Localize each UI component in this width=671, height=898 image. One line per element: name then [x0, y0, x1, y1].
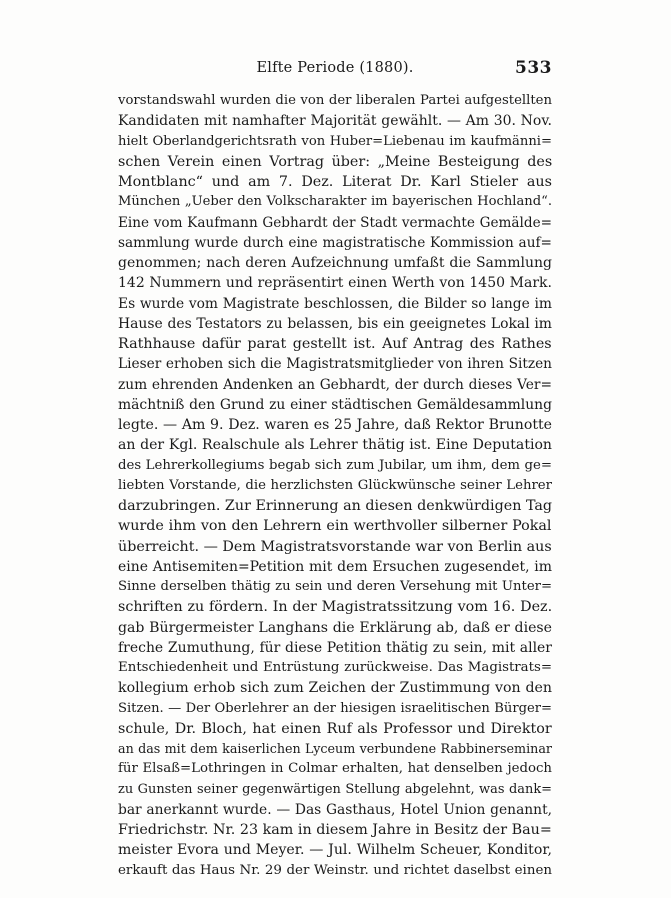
text-line: Lieser erhoben sich die Magistratsmitglieder von ihren Sitzen	[118, 356, 552, 373]
text-line: Hause des Testators zu belassen, bis ein geeignetes Lokal im	[118, 315, 552, 332]
text-line: 142 Nummern und repräsentirt einen Werth von 1450 Mark.	[118, 275, 552, 292]
body-text	[118, 91, 552, 881]
running-head: Elfte Periode (1880).	[256, 60, 414, 76]
text-line: bar anerkannt wurde. — Das Gasthaus, Hotel Union genannt,	[118, 801, 552, 818]
page-header	[118, 58, 552, 82]
text-line: Sitzen. — Der Oberlehrer an der hiesigen israelitischen Bürger=	[118, 700, 552, 716]
text-line: schule, Dr. Bloch, hat einen Ruf als Professor und Direktor	[118, 720, 552, 737]
text-line: überreicht. — Dem Magistratsvorstande war von Berlin aus	[118, 538, 552, 555]
text-line: Es wurde vom Magistrate beschlossen, die Bilder so lange im	[118, 295, 552, 312]
page-number: 533	[515, 58, 552, 78]
text-line: für Elsaß=Lothringen in Colmar erhalten, hat denselben jedoch	[118, 761, 552, 777]
text-line: Entschiedenheit und Entrüstung zurückweise. Das Magistrats=	[118, 660, 552, 675]
text-line: Rathhause dafür parat gestellt ist. Auf Antrag des Rathes	[118, 336, 552, 352]
text-line: sammlung wurde durch eine magistratische Kommission auf=	[118, 234, 552, 251]
text-line: München „Ueber den Volkscharakter im bayerischen Hochland“.	[118, 194, 552, 210]
text-line: wurde ihm von den Lehrern ein werthvoller silberner Pokal	[118, 518, 552, 535]
text-line: freche Zumuthung, für diese Petition thätig zu sein, mit aller	[118, 639, 552, 656]
text-line: zu Gunsten seiner gegenwärtigen Stellung abgelehnt, was dank=	[118, 781, 552, 797]
text-line: Sinne derselben thätig zu sein und deren Versehung mit Unter=	[118, 579, 552, 594]
text-line: schen Verein einen Vortrag über: „Meine Besteigung des	[118, 153, 552, 170]
text-line: Kandidaten mit namhafter Majorität gewählt. — Am 30. Nov.	[118, 113, 552, 130]
text-line: eine Antisemiten=Petition mit dem Ersuchen zugesendet, im	[118, 558, 552, 575]
text-line: schriften zu fördern. In der Magistratssitzung vom 16. Dez.	[118, 599, 552, 616]
text-line: vorstandswahl wurden die von der liberalen Partei aufgestellten	[118, 93, 552, 108]
text-line: genommen; nach deren Aufzeichnung umfaßt die Sammlung	[118, 255, 552, 271]
text-line: erkauft das Haus Nr. 29 der Weinstr. und richtet daselbst einen	[118, 862, 552, 878]
text-line: legte. — Am 9. Dez. waren es 25 Jahre, daß Rektor Brunotte	[118, 417, 552, 433]
text-line: kollegium erhob sich zum Zeichen der Zustimmung von den	[118, 680, 552, 697]
text-line: Friedrichstr. Nr. 23 kam in diesem Jahre in Besitz der Bau=	[118, 822, 552, 838]
text-line: Montblanc“ und am 7. Dez. Literat Dr. Karl Stieler aus	[118, 174, 552, 190]
text-line: mächtniß den Grund zu einer städtischen Gemäldesammlung	[118, 396, 552, 413]
text-line: zum ehrenden Andenken an Gebhardt, der durch dieses Ver=	[118, 376, 552, 393]
text-line: des Lehrerkollegiums begab sich zum Jubilar, um ihm, dem ge=	[118, 457, 552, 473]
text-line: hielt Oberlandgerichtsrath von Huber=Liebenau im kaufmänni=	[118, 133, 552, 149]
text-line: darzubringen. Zur Erinnerung an diesen denkwürdigen Tag	[118, 498, 552, 514]
text-line: meister Evora und Meyer. — Jul. Wilhelm Scheuer, Konditor,	[118, 842, 552, 859]
text-line: Eine vom Kaufmann Gebhardt der Stadt vermachte Gemälde=	[118, 214, 552, 231]
text-line: gab Bürgermeister Langhans die Erklärung ab, daß er diese	[118, 619, 552, 636]
text-line: liebten Vorstande, die herzlichsten Glückwünsche seiner Lehrer	[118, 477, 552, 493]
text-line: an der Kgl. Realschule als Lehrer thätig ist. Eine Deputation	[118, 437, 552, 454]
text-line: an das mit dem kaiserlichen Lyceum verbundene Rabbinerseminar	[118, 741, 552, 756]
